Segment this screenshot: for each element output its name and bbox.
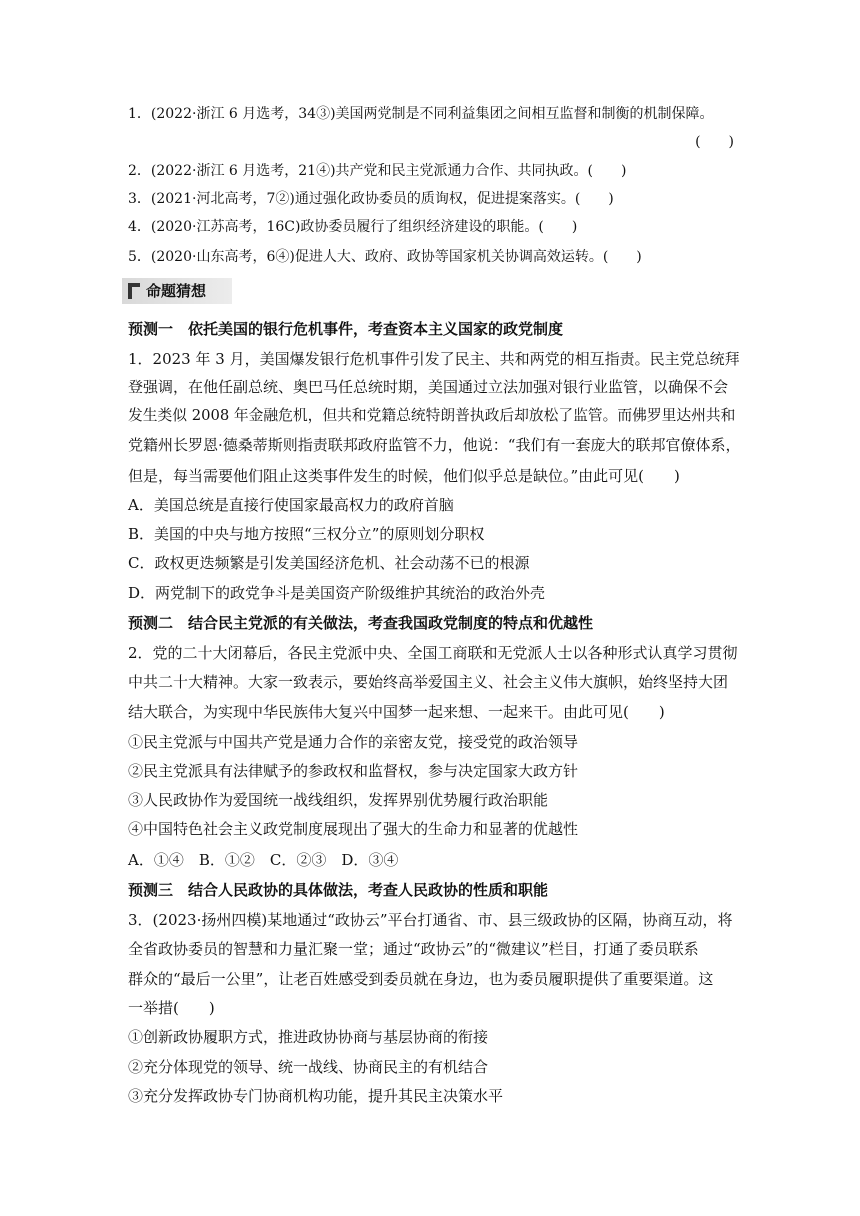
prediction-3-stem-line: 群众的“最后一公里”，让老百姓感受到委员就在身边，也为委员履职提供了重要渠道。这	[128, 970, 714, 988]
review-item-2: 2．(2022·浙江 6 月选考，21④)共产党和民主党派通力合作、共同执政。( )	[128, 163, 627, 179]
prediction-2-statement-3: ③人民政协作为爱国统一战线组织，发挥界别优势履行政治职能	[128, 791, 549, 809]
prediction-1-option-d: D．两党制下的政党争斗是美国资产阶级维护其统治的政治外壳	[128, 584, 546, 602]
prediction-3-statement-1: ①创新政协履职方式，推进政协协商与基层协商的衔接	[128, 1028, 489, 1046]
prediction-1-stem-line: 1．2023 年 3 月，美国爆发银行危机事件引发了民主、共和两党的相互指责。民主党总统拜	[128, 350, 740, 368]
prediction-3-statement-2: ②充分体现党的领导、统一战线、协商民主的有机结合	[128, 1058, 489, 1076]
prediction-1-option-a: A．美国总统是直接行使国家最高权力的政府首脑	[128, 496, 454, 514]
section-title: 命题猜想	[146, 282, 207, 300]
prediction-2-statement-2: ②民主党派具有法律赋予的参政权和监督权，参与决定国家大政方针	[128, 762, 579, 780]
prediction-3-stem-line: 一举措( )	[128, 999, 215, 1017]
prediction-2-heading: 预测二 结合民主党派的有关做法，考查我国政党制度的特点和优越性	[128, 614, 594, 632]
review-item-4: 4．(2020·江苏高考，16C)政协委员履行了组织经济建设的职能。( )	[128, 219, 578, 235]
prediction-3-heading: 预测三 结合人民政协的具体做法，考查人民政协的性质和职能	[128, 881, 549, 899]
prediction-2-stem-line: 结大联合，为实现中华民族伟大复兴中国梦一起来想、一起来干。由此可见( )	[128, 703, 665, 721]
review-item-5: 5．(2020·山东高考，6④)促进人大、政府、政协等国家机关协调高效运转。( )	[128, 249, 642, 265]
prediction-1-option-b: B．美国的中央与地方按照“三权分立”的原则划分职权	[128, 525, 485, 543]
prediction-2-options: A．①④ B．①② C．②③ D．③④	[128, 851, 399, 869]
prediction-3-statement-3: ③充分发挥政协专门协商机构功能，提升其民主决策水平	[128, 1087, 504, 1105]
prediction-1-stem-line: 登强调，在他任副总统、奥巴马任总统时期，美国通过立法加强对银行业监管，以确保不会	[128, 378, 729, 396]
prediction-1-option-c: C．政权更迭频繁是引发美国经济危机、社会动荡不已的根源	[128, 554, 530, 572]
review-item-1-answer-paren: ( )	[695, 134, 734, 150]
review-item-1: 1．(2022·浙江 6 月选考，34③)美国两党制是不同利益集团之间相互监督和制衡的机制保障。	[128, 106, 714, 122]
prediction-1-heading: 预测一 依托美国的银行危机事件，考查资本主义国家的政党制度	[128, 320, 564, 338]
section-banner	[122, 278, 232, 304]
prediction-3-stem-line: 全省政协委员的智慧和力量汇聚一堂；通过“政协云”的“微建议”栏目，打通了委员联系	[128, 940, 699, 958]
prediction-2-statement-4: ④中国特色社会主义政党制度展现出了强大的生命力和显著的优越性	[128, 820, 579, 838]
prediction-3-stem-line: 3．(2023·扬州四模)某地通过“政协云”平台打通省、市、县三级政协的区隔，协商互动，将	[128, 911, 733, 929]
prediction-2-stem-line: 2．党的二十大闭幕后，各民主党派中央、全国工商联和无党派人士以各种形式认真学习贯彻	[128, 644, 738, 662]
prediction-1-stem-line: 发生类似 2008 年金融危机，但共和党籍总统特朗普执政后却放松了监管。而佛罗里达州共和	[128, 407, 736, 424]
prediction-2-stem-line: 中共二十大精神。大家一致表示，要始终高举爱国主义、社会主义伟大旗帜，始终坚持大团	[128, 673, 729, 691]
section-mark-icon	[128, 283, 140, 299]
prediction-1-stem-line: 但是，每当需要他们阻止这类事件发生的时候，他们似乎总是缺位。”由此可见( )	[128, 467, 680, 485]
prediction-1-stem-line: 党籍州长罗恩·德桑蒂斯则指责联邦政府监管不力，他说：“我们有一套庞大的联邦官僚体系，	[128, 436, 741, 454]
review-item-3: 3．(2021·河北高考，7②)通过强化政协委员的质询权，促进提案落实。( )	[128, 191, 614, 207]
prediction-2-statement-1: ①民主党派与中国共产党是通力合作的亲密友党，接受党的政治领导	[128, 733, 579, 751]
